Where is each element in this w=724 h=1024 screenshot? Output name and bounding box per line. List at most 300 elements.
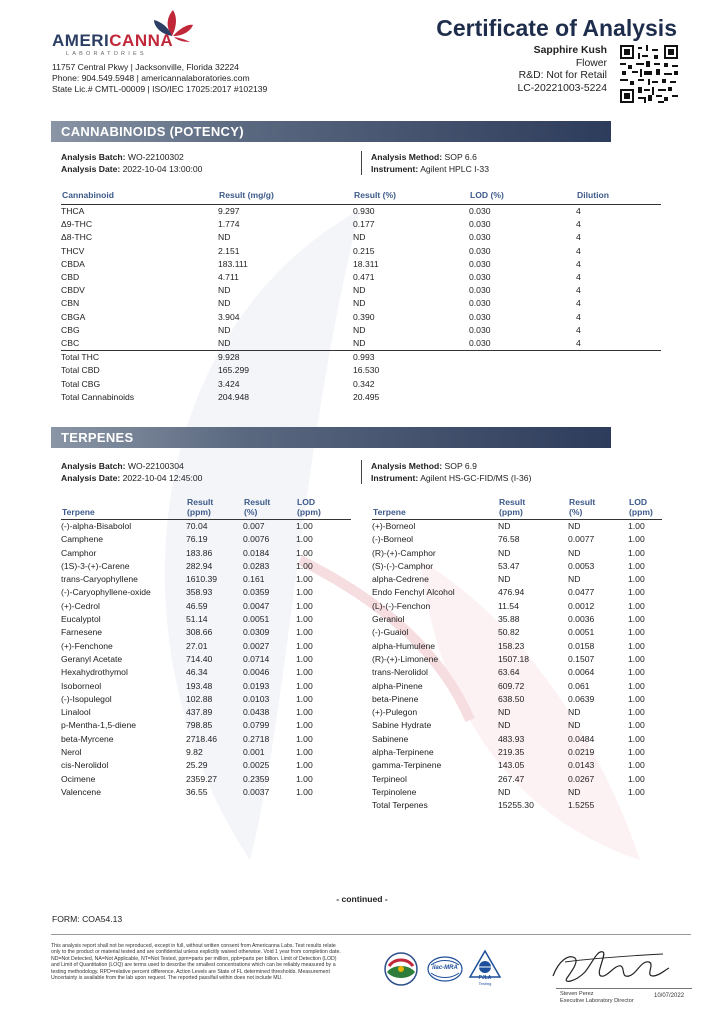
table-cell: (+)-Cedrol [61, 600, 100, 611]
table-cell: 0.0047 [243, 600, 270, 611]
table-cell: 4 [576, 258, 581, 269]
table-cell: trans-Caryophyllene [61, 574, 138, 585]
table-cell [469, 364, 576, 377]
table-cell: 0.0309 [243, 627, 270, 638]
table-row [61, 258, 661, 271]
table-cell: 2718.46 [186, 733, 218, 744]
table-cell [469, 391, 576, 404]
table-cell: 0.0484 [568, 733, 595, 744]
table-cell: ND [218, 324, 231, 335]
table-cell: Terpineol [372, 773, 407, 784]
table-row [61, 613, 351, 626]
terpenes-table-left [61, 496, 351, 799]
column-header: Cannabinoid [62, 190, 115, 200]
table-cell: 1.00 [296, 587, 313, 598]
date-value: 2022-10-04 12:45:00 [122, 473, 203, 483]
table-cell: 46.34 [186, 667, 208, 678]
table-cell: ND [498, 720, 511, 731]
table-cell: 1.00 [628, 786, 645, 797]
table-cell: 0.0438 [243, 707, 270, 718]
signature-image [545, 942, 675, 990]
table-cell: 0.0103 [243, 693, 270, 704]
table-row [372, 560, 662, 573]
florida-seal-icon [381, 952, 421, 986]
table-cell: 11.54 [498, 600, 519, 611]
table-cell: 219.35 [498, 747, 525, 758]
table-cell: 9.297 [218, 206, 240, 216]
pjla-badge [468, 949, 502, 989]
table-cell: 15255.30 [498, 800, 534, 811]
table-cell: 4 [576, 245, 581, 256]
table-cell: (+)-Pulegon [372, 707, 418, 718]
table-row [372, 733, 662, 746]
table-cell: p-Mentha-1,5-diene [61, 720, 137, 731]
table-cell: Ocimene [61, 773, 96, 784]
sample-id: LC-20221003-5224 [517, 82, 607, 94]
table-cell: 1.00 [296, 667, 313, 678]
table-cell: 193.48 [186, 680, 213, 691]
date-value: 2022-10-04 13:00:00 [122, 164, 203, 174]
method-label: Analysis Method: [371, 461, 443, 471]
table-cell: 0.0046 [243, 667, 270, 678]
instrument-value: Agilent HPLC I-33 [420, 164, 489, 174]
table-cell: 1.00 [628, 560, 645, 571]
table-cell: 204.948 [218, 391, 250, 402]
table-cell: ND [218, 338, 231, 349]
column-header-line: (ppm) [629, 507, 653, 517]
table-row [61, 311, 661, 324]
table-row [61, 773, 351, 786]
table-cell: 0.0359 [243, 587, 270, 598]
table-cell [576, 378, 661, 391]
table-cell: ND [568, 574, 581, 585]
table-row [61, 786, 351, 799]
table-cell: CBC [61, 338, 80, 349]
logo-text-ameri: AMERI [52, 31, 110, 50]
form-number: FORM: COA54.13 [52, 914, 123, 924]
table-cell: 1.00 [296, 773, 313, 784]
table-cell: 0.030 [469, 206, 491, 216]
method-value: SOP 6.6 [444, 152, 477, 162]
table-cell: Linalool [61, 707, 91, 718]
table-row [372, 746, 662, 759]
table-cell: 1.00 [628, 534, 645, 545]
terpenes-section-header: TERPENES [51, 427, 611, 448]
table-cell: 36.55 [186, 786, 208, 797]
table-cell: 0.030 [469, 219, 491, 230]
table-cell: 1.00 [628, 574, 645, 585]
table-cell: 0.471 [353, 272, 375, 283]
instrument-value: Agilent HS-GC-FID/MS (I-36) [420, 473, 532, 483]
table-row [61, 640, 351, 653]
table-cell: Total Terpenes [372, 800, 428, 811]
cannabinoids-table [61, 186, 661, 404]
column-header-line: Result [499, 497, 526, 507]
table-cell: beta-Pinene [372, 693, 419, 704]
table-cell: 476.94 [498, 587, 525, 598]
ilac-mra-badge [427, 955, 463, 983]
table-cell: 0.030 [469, 338, 491, 349]
table-cell: 1.00 [296, 614, 313, 625]
table-cell: 1.00 [296, 521, 313, 531]
table-cell: 0.030 [469, 285, 491, 296]
total-row [61, 391, 661, 404]
table-cell: 1.00 [296, 680, 313, 691]
table-cell: 51.14 [186, 614, 208, 625]
table-cell: 4 [576, 285, 581, 296]
table-row [372, 799, 662, 812]
table-cell: alpha-Humulene [372, 640, 436, 651]
table-cell: 0.0036 [568, 614, 595, 625]
table-row [61, 666, 351, 679]
cannabinoids-batch-info [61, 151, 202, 175]
table-cell: (-)-Isopulegol [61, 693, 112, 704]
table-row [61, 626, 351, 639]
table-cell: CBDV [61, 285, 85, 296]
table-cell: 183.111 [218, 258, 248, 269]
table-cell: 0.030 [469, 298, 491, 309]
method-label: Analysis Method: [371, 152, 443, 162]
column-header [498, 496, 568, 520]
total-row [61, 378, 661, 391]
logo-wordmark [52, 31, 173, 51]
table-cell: 4 [576, 219, 581, 230]
table-cell: 1.00 [628, 720, 645, 731]
table-cell: 1.00 [296, 720, 313, 731]
column-header: Terpene [373, 507, 406, 517]
table-cell: 3.424 [218, 378, 240, 389]
table-row [372, 520, 662, 534]
table-cell [576, 364, 661, 377]
table-cell: 0.0799 [243, 720, 270, 731]
table-row [61, 706, 351, 719]
table-cell: (-)-Guaiol [372, 627, 409, 638]
table-cell: Sabine Hydrate [372, 720, 432, 731]
table-cell: 0.0193 [243, 680, 270, 691]
instrument-label: Instrument: [371, 473, 419, 483]
table-cell: ND [218, 232, 231, 243]
table-cell: (1S)-3-(+)-Carene [61, 560, 130, 571]
table-cell: 1.00 [296, 653, 313, 664]
table-row [61, 759, 351, 772]
column-header-line: (%) [569, 507, 583, 517]
table-cell: 0.030 [469, 258, 491, 269]
total-row [61, 364, 661, 377]
column-header [568, 496, 628, 520]
table-cell: 1.00 [296, 627, 313, 638]
table-cell: 70.04 [186, 521, 208, 531]
table-cell: 0.0051 [243, 614, 270, 625]
table-row [61, 733, 351, 746]
table-cell: ND [568, 521, 581, 531]
qr-code-icon[interactable] [620, 45, 678, 103]
table-cell: Sabinene [372, 733, 409, 744]
terpenes-batch-info [61, 460, 202, 484]
table-cell: 0.0053 [568, 560, 595, 571]
table-cell [469, 378, 576, 391]
table-cell: ND [498, 547, 511, 558]
table-row [372, 693, 662, 706]
column-header-line: Result [569, 497, 596, 507]
table-cell: 0.030 [469, 245, 491, 256]
table-cell: 0.0267 [568, 773, 595, 784]
lab-contact: Phone: 904.549.5948 | americannalaboratories.com [52, 73, 250, 83]
terpenes-method-info [371, 460, 531, 484]
table-row [372, 759, 662, 772]
signer-title: Executive Laboratory Director [560, 998, 634, 1004]
pjla-sublabel: Testing [478, 981, 492, 986]
column-header: Result (mg/g) [219, 190, 274, 200]
table-row [61, 205, 661, 219]
column-header-line: LOD [297, 497, 316, 507]
table-cell: 1507.18 [498, 653, 530, 664]
table-cell: 4 [576, 311, 581, 322]
table-cell: 0.993 [353, 352, 375, 363]
table-cell: 0.061 [568, 680, 590, 691]
table-cell: Total THC [61, 352, 100, 363]
table-cell: 1.00 [628, 680, 645, 691]
table-cell: 0.2718 [243, 733, 270, 744]
table-cell: 0.0064 [568, 667, 595, 678]
column-header [296, 496, 351, 520]
table-cell: CBN [61, 298, 80, 309]
table-row [61, 231, 661, 244]
batch-label: Analysis Batch: [61, 461, 126, 471]
table-cell: 1.00 [628, 521, 645, 531]
date-label: Analysis Date: [61, 473, 121, 483]
table-cell: 0.0477 [568, 587, 595, 598]
table-cell: 0.0051 [568, 627, 595, 638]
table-cell: 1.00 [296, 560, 313, 571]
table-cell: 1.00 [296, 640, 313, 651]
table-cell: ND [568, 707, 581, 718]
table-cell: 1.5255 [568, 800, 595, 811]
table-cell: 609.72 [498, 680, 525, 691]
table-cell: 282.94 [186, 560, 213, 571]
table-cell: Isoborneol [61, 680, 102, 691]
table-cell: Total CBG [61, 378, 101, 389]
table-row [61, 284, 661, 297]
table-row [372, 666, 662, 679]
table-row [372, 626, 662, 639]
table-cell: 4 [576, 272, 581, 283]
column-header-line: Result [244, 497, 271, 507]
table-cell: 0.177 [353, 219, 375, 230]
table-cell: 0.2359 [243, 773, 270, 784]
table-cell: Camphor [61, 547, 97, 558]
table-cell: THCV [61, 245, 85, 256]
table-cell: 25.29 [186, 760, 208, 771]
table-cell: ND [353, 324, 366, 335]
table-cell: 3.904 [218, 311, 240, 322]
table-cell [628, 799, 662, 812]
table-row [372, 573, 662, 586]
table-row [372, 706, 662, 719]
signature-date: 10/07/2022 [654, 993, 685, 999]
table-row [61, 653, 351, 666]
instrument-label: Instrument: [371, 164, 419, 174]
table-cell: 0.1507 [568, 653, 595, 664]
table-cell: 0.930 [353, 206, 375, 216]
signer-name: Steven Perez [560, 991, 594, 997]
table-cell: 437.89 [186, 707, 213, 718]
table-cell: ND [218, 298, 231, 309]
table-cell: (-)-Borneol [372, 534, 414, 545]
table-cell: ND [498, 786, 511, 797]
table-cell: Farnesene [61, 627, 103, 638]
table-cell: ND [353, 285, 366, 296]
table-cell: 1.00 [628, 614, 645, 625]
table-cell: 1.00 [628, 653, 645, 664]
table-row [61, 533, 351, 546]
lab-address-block [52, 62, 267, 95]
sample-type: Flower [575, 57, 607, 69]
table-cell: (+)-Borneol [372, 521, 416, 531]
sample-info [517, 45, 607, 95]
table-cell: 798.85 [186, 720, 213, 731]
table-row [372, 533, 662, 546]
column-header-line: (%) [244, 507, 258, 517]
table-cell: Hexahydrothymol [61, 667, 128, 678]
table-cell: 0.0037 [243, 786, 270, 797]
table-cell: Geraniol [372, 614, 405, 625]
table-row [61, 719, 351, 732]
table-row [372, 600, 662, 613]
table-row [372, 653, 662, 666]
table-cell: 35.88 [498, 614, 520, 625]
sample-name: Sapphire Kush [533, 45, 607, 56]
table-cell: 53.47 [498, 560, 520, 571]
table-cell: 1610.39 [186, 574, 218, 585]
table-cell: 158.23 [498, 640, 525, 651]
table-cell: 0.0639 [568, 693, 595, 704]
table-cell: (R)-(+)-Camphor [372, 547, 436, 558]
table-cell: 0.030 [469, 232, 491, 243]
table-row [61, 560, 351, 573]
table-cell: 0.0077 [568, 534, 595, 545]
table-cell: 714.40 [186, 653, 213, 664]
table-cell: (S)-(-)-Camphor [372, 560, 434, 571]
table-cell: 1.00 [296, 693, 313, 704]
table-cell: 1.00 [628, 747, 645, 758]
table-cell: 0.0158 [568, 640, 595, 651]
table-cell: 76.58 [498, 534, 520, 545]
table-cell: 18.311 [353, 258, 379, 269]
table-cell: 4 [576, 338, 581, 349]
table-row [372, 640, 662, 653]
table-row [61, 680, 351, 693]
sample-use: R&D: Not for Retail [518, 70, 607, 82]
company-logo [52, 8, 202, 58]
logo-text-canna: CANNA [109, 31, 174, 50]
table-cell: 183.86 [186, 547, 213, 558]
table-cell: 0.001 [243, 747, 265, 758]
table-cell: 1.00 [628, 640, 645, 651]
table-row [61, 573, 351, 586]
table-cell: 0.0012 [568, 600, 595, 611]
table-cell: ND [498, 574, 511, 585]
table-cell: 0.215 [353, 245, 375, 256]
table-row [372, 547, 662, 560]
table-cell: CBGA [61, 311, 86, 322]
table-cell: 0.0076 [243, 534, 270, 545]
table-row [372, 719, 662, 732]
signer-block [560, 991, 634, 1005]
table-cell: Nerol [61, 747, 82, 758]
table-cell [576, 351, 661, 365]
lab-address: 11757 Central Pkwy | Jacksonville, Florida 32224 [52, 62, 239, 72]
table-cell: 102.88 [186, 693, 213, 704]
table-cell: Eucalyptol [61, 614, 101, 625]
table-cell: (-)-alpha-Bisabolol [61, 521, 132, 531]
lab-license: State Lic.# CMTL-00009 | ISO/IEC 17025:2017 #102139 [52, 84, 268, 94]
table-cell: ND [568, 786, 581, 797]
table-cell: 76.19 [186, 534, 208, 545]
table-row [61, 520, 351, 534]
table-cell: Camphene [61, 534, 104, 545]
page-title: Certificate of Analysis [436, 15, 677, 41]
table-cell: ND [498, 707, 511, 718]
table-cell: 1.00 [628, 547, 645, 558]
table-cell: Total Cannabinoids [61, 391, 135, 402]
table-cell: 0.0143 [568, 760, 595, 771]
table-cell: 46.59 [186, 600, 208, 611]
table-cell: CBDA [61, 258, 85, 269]
table-cell: 4 [576, 298, 581, 309]
logo-subtitle: LABORATORIES [66, 51, 147, 57]
table-cell: 0.161 [243, 574, 265, 585]
table-cell: 1.00 [296, 747, 313, 758]
table-cell: 0.0027 [243, 640, 270, 651]
table-cell: Terpinolene [372, 786, 417, 797]
cannabinoids-section-header: CANNABINOIDS (POTENCY) [51, 121, 611, 142]
pjla-label: PJLA [478, 975, 492, 981]
table-cell: 1.00 [628, 667, 645, 678]
table-cell: 1.00 [628, 707, 645, 718]
terpenes-table-right [372, 496, 662, 813]
table-cell: ND [568, 547, 581, 558]
table-cell: 1.00 [296, 534, 313, 545]
table-cell: 0.030 [469, 272, 491, 283]
table-cell: 267.47 [498, 773, 525, 784]
table-cell: 0.342 [353, 378, 375, 389]
column-header [628, 496, 662, 520]
total-row [61, 351, 661, 365]
table-cell: ND [498, 521, 511, 531]
table-cell: 1.00 [296, 760, 313, 771]
disclaimer-text: This analysis report shall not be reproduced, except in full, without written consent from Americanna Labs. Test results relate only to the product or material tested and are confidential unless explicitly waived otherwise. Void 1 year from completion date. ND=Not Detected, NA=Not Applicable, NT=Not Tested, ppm=parts per million, ppb=parts per billion. Limit of Detection (LOD) and Limit of Quantitation (LOQ) are terms used to describe the smallest concentrations which can be reliably measured by a testing methodology. RPD=relative percent difference. Action Levels are State of FL determined thresholds. Measurement Uncertainty is available from the lab upon request. The reported pass/fail within does not include MU. [51, 943, 341, 982]
column-header [243, 496, 296, 520]
table-cell [576, 391, 661, 404]
table-row [61, 297, 661, 310]
table-cell: 20.495 [353, 391, 380, 402]
column-header: Terpene [62, 507, 95, 517]
column-header-line: LOD [629, 497, 648, 507]
table-cell: 1.774 [218, 219, 240, 230]
table-cell: 4 [576, 232, 581, 243]
column-header: Dilution [577, 190, 609, 200]
table-cell: 1.00 [296, 574, 313, 585]
table-cell: 9.82 [186, 747, 203, 758]
table-row [61, 245, 661, 258]
table-cell: trans-Nerolidol [372, 667, 428, 678]
table-row [372, 613, 662, 626]
table-row [372, 680, 662, 693]
table-cell: 0.0714 [243, 653, 270, 664]
table-cell: 0.0025 [243, 760, 270, 771]
cannabinoids-method-info [371, 151, 489, 175]
table-row [61, 600, 351, 613]
